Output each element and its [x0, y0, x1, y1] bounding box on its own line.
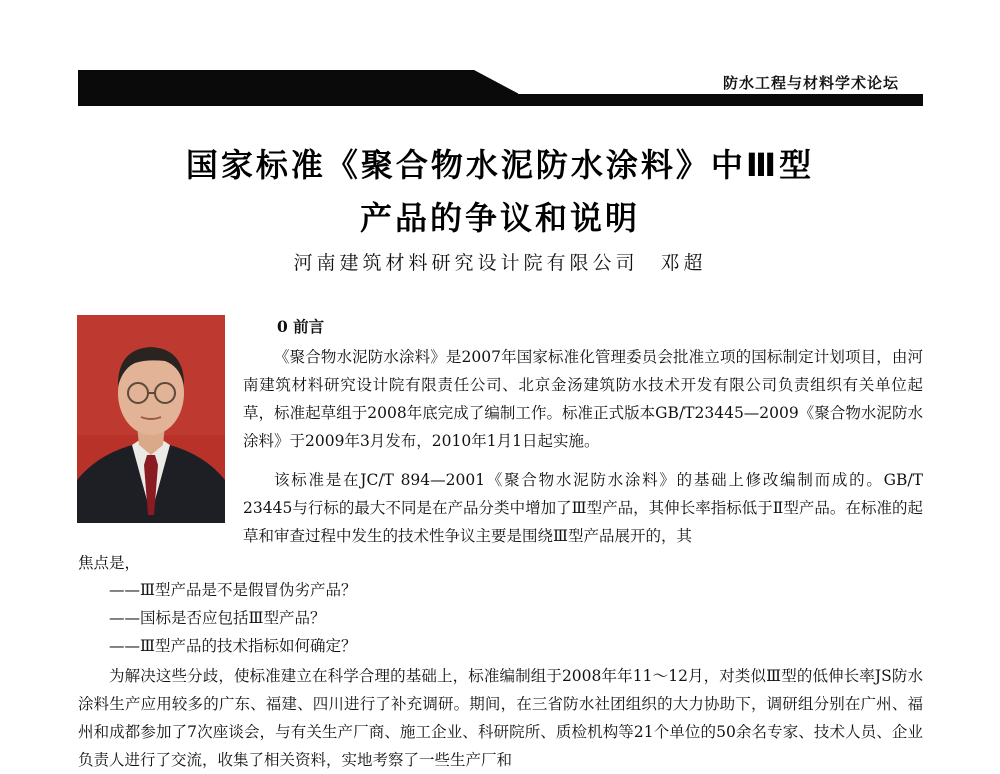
paragraph-2: 该标准是在JC/T 894—2001《聚合物水泥防水涂料》的基础上修改编制而成的。GB/T 23445与行标的最大不同是在产品分类中增加了Ⅲ型产品，其伸长率指标低于Ⅱ型产品。在标准的起草和审查过程中发生的技术性争议主要是围绕Ⅲ型产品展开的，其	[243, 471, 923, 545]
author-name: 邓超	[660, 252, 707, 274]
paragraph-2-continued: 焦点是，	[78, 554, 141, 572]
section-heading: 0 前言	[277, 317, 325, 336]
paragraph-3: 为解决这些分歧，使标准建立在科学合理的基础上，标准编制组于2008年年11～12月，对类似Ⅲ型的低伸长率JS防水涂料生产应用较多的广东、福建、四川进行了补充调研。期间，在三省防水社团组织的大力协助下，调研组分别在广州、福州和成都参加了7次座谈会，与有关生产厂商、施工企业、科研院所、质检机构等21个单位的50余名专家、技术人员、企业负责人进行了交流，收集了相关资料，实地考察了一些生产厂和	[78, 667, 923, 769]
journal-header-band	[78, 70, 923, 110]
article-title-line1: 国家标准《聚合物水泥防水涂料》中Ⅲ型	[185, 146, 815, 184]
question-2: ——国标是否应包括Ⅲ型产品？	[109, 609, 326, 627]
author-portrait-illustration	[77, 315, 225, 523]
article-title-line2: 产品的争议和说明	[359, 199, 640, 237]
paragraph-1: 《聚合物水泥防水涂料》是2007年国家标准化管理委员会批准立项的国标制定计划项目，由河南建筑材料研究设计院有限责任公司、北京金汤建筑防水技术开发有限公司负责组织有关单位起草，标准起草组于2008年底完成了编制工作。标准正式版本GB/T23445—2009《聚合物水泥防水涂料》于2009年3月发布，2010年1月1日起实施。	[243, 348, 923, 450]
author-photo	[77, 315, 225, 523]
question-1: ——Ⅲ型产品是不是假冒伪劣产品？	[109, 581, 357, 599]
journal-title: 防水工程与材料学术论坛	[722, 74, 899, 92]
byline	[0, 248, 1000, 275]
affiliation: 河南建筑材料研究设计院有限公司	[293, 252, 639, 274]
question-3: ——Ⅲ型产品的技术指标如何确定？	[109, 637, 357, 655]
